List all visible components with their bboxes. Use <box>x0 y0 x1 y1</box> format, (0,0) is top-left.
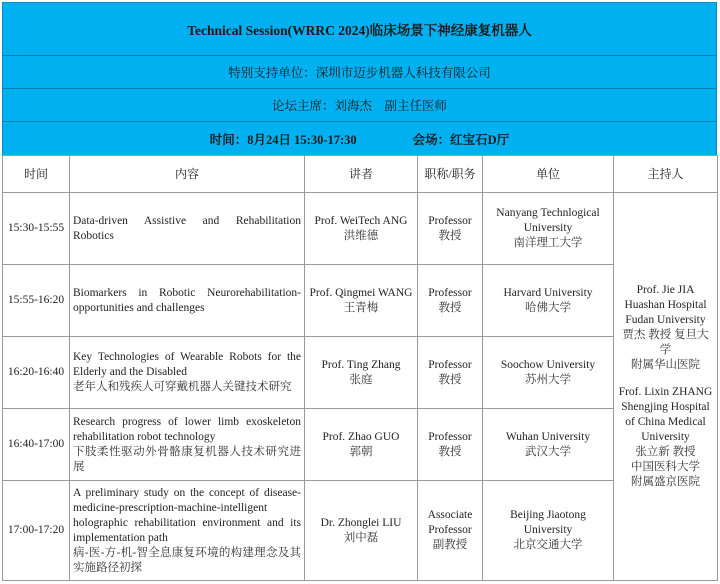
sponsor-text: 特别支持单位：深圳市迈步机器人科技有限公司 <box>228 66 491 80</box>
content-cell <box>70 409 305 481</box>
chair-text: 论坛主席：刘海杰 副主任医师 <box>271 99 447 113</box>
content-en: Key Technologies of Wearable Robots for the Elderly and the Disabled <box>73 351 301 378</box>
col-header-unit: 单位 <box>483 156 614 193</box>
content-en: A preliminary study on the concept of disease-medicine-prescription-machine-intelligent <box>73 486 301 514</box>
chair-band <box>2 88 717 121</box>
host-line: 附属盛京医院 <box>631 476 700 488</box>
unit-cn: 南洋理工大学 <box>513 237 583 249</box>
unit-cell <box>483 193 614 265</box>
schedule-sheet <box>2 2 717 581</box>
unit-cell <box>483 337 614 409</box>
speaker-en: Prof. WeiTech ANG <box>314 214 408 227</box>
time-text: 时间：8月24日 15:30-17:30 <box>209 132 357 147</box>
time-cell: 17:00-17:20 <box>3 481 70 581</box>
unit-en: Soochow University <box>500 358 596 371</box>
title-cn: 教授 <box>438 229 462 242</box>
host-spacer <box>617 373 714 385</box>
title-cell <box>418 265 483 337</box>
unit-cn: 武汉大学 <box>525 445 571 458</box>
host-line: 中国医科大学 <box>631 461 700 473</box>
content-en: Research progress of lower limb exoskeleton rehabilitation robot technology <box>73 415 301 443</box>
unit-cn: 北京交通大学 <box>513 539 583 551</box>
sponsor-band <box>2 55 717 88</box>
table-row <box>3 481 718 581</box>
unit-cell <box>483 409 614 481</box>
speaker-en: Prof. Qingmei WANG <box>309 286 413 299</box>
col-header-time: 时间 <box>3 156 70 193</box>
unit-cell <box>483 265 614 337</box>
host-line: Prof. Jie JIA <box>636 284 695 296</box>
host-line: Huashan Hospital <box>624 299 707 311</box>
content-cell <box>70 481 305 581</box>
speaker-en: Prof. Ting Zhang <box>321 358 401 371</box>
title-cell <box>418 481 483 581</box>
unit-cell <box>483 481 614 581</box>
content-cn: 病-医-方-机-智全息康复环境的构建理念及其实施路径初探 <box>73 546 301 574</box>
title-en: Professor <box>428 214 472 227</box>
host-line: University <box>641 431 690 443</box>
title-cn: 教授 <box>438 301 462 314</box>
speaker-cn: 洪维德 <box>343 229 379 242</box>
speaker-cell <box>305 481 418 581</box>
title-en: Associate <box>427 509 473 521</box>
col-header-speaker: 讲者 <box>305 156 418 193</box>
content-en: Biomarkers in Robotic Neurorehabilitation-opportunities and challenges <box>73 286 301 314</box>
speaker-cn: 张庭 <box>349 373 373 386</box>
speaker-cn: 郭朝 <box>349 445 373 458</box>
content-en: holographic rehabilitation environment and its implementation path <box>73 516 301 544</box>
time-cell: 16:20-16:40 <box>3 337 70 409</box>
host-line: of China Medical <box>625 416 706 428</box>
content-cell <box>70 265 305 337</box>
unit-cn: 哈佛大学 <box>525 301 571 314</box>
host-line: Shengjing Hospital <box>621 401 710 413</box>
host-line: Fudan University <box>625 314 706 326</box>
host-cell <box>614 193 718 581</box>
speaker-cn: 刘中磊 <box>343 531 379 544</box>
speaker-cn: 王青梅 <box>343 301 379 314</box>
venue-text: 会场：红宝石D厅 <box>412 132 510 147</box>
col-header-host: 主持人 <box>614 156 718 193</box>
content-cn: 下肢柔性驱动外骨骼康复机器人技术研究进展 <box>73 445 301 473</box>
title-cn: 教授 <box>438 445 462 458</box>
table-row <box>3 265 718 337</box>
speaker-en: Dr. Zhonglei LIU <box>320 516 402 529</box>
table-header-row <box>3 156 718 193</box>
host-line: Frof. Lixin ZHANG <box>618 386 713 398</box>
host-line: 附属华山医院 <box>631 359 700 371</box>
time-cell: 15:30-15:55 <box>3 193 70 265</box>
session-title-text: Technical Session(WRRC 2024)临床场景下神经康复机器人 <box>187 23 532 38</box>
title-cell <box>418 337 483 409</box>
speaker-cell <box>305 409 418 481</box>
title-cell <box>418 193 483 265</box>
content-cell <box>70 193 305 265</box>
table-row <box>3 409 718 481</box>
speaker-cell <box>305 265 418 337</box>
unit-en: Nanyang Technlogical University <box>496 207 600 234</box>
host-line: 张立新 教授 <box>635 446 696 458</box>
title-en: Professor <box>428 524 472 536</box>
title-en: Professor <box>428 286 472 299</box>
unit-cn: 苏州大学 <box>525 373 571 386</box>
content-cell <box>70 337 305 409</box>
speaker-cell <box>305 193 418 265</box>
title-cell <box>418 409 483 481</box>
time-cell: 15:55-16:20 <box>3 265 70 337</box>
speaker-cell <box>305 337 418 409</box>
content-en: Data-driven Assistive and Rehabilitation Robotics <box>73 214 301 242</box>
title-cn: 副教授 <box>432 539 468 551</box>
table-row <box>3 193 718 265</box>
host-line: 贾杰 教授 复旦大学 <box>622 329 709 356</box>
speaker-en: Prof. Zhao GUO <box>322 430 400 443</box>
unit-en: Harvard University <box>503 286 593 299</box>
unit-en: Wuhan University <box>505 430 591 443</box>
unit-en: Beijing Jiaotong University <box>510 509 586 536</box>
session-title <box>2 2 717 55</box>
title-en: Professor <box>428 430 472 443</box>
time-venue-band <box>2 121 717 155</box>
schedule-table <box>2 155 718 581</box>
title-cn: 教授 <box>438 373 462 386</box>
time-cell: 16:40-17:00 <box>3 409 70 481</box>
content-cn: 老年人和残疾人可穿戴机器人关键技术研究 <box>73 381 292 393</box>
title-en: Professor <box>428 358 472 371</box>
col-header-content: 内容 <box>70 156 305 193</box>
col-header-title: 职称/职务 <box>418 156 483 193</box>
table-row <box>3 337 718 409</box>
